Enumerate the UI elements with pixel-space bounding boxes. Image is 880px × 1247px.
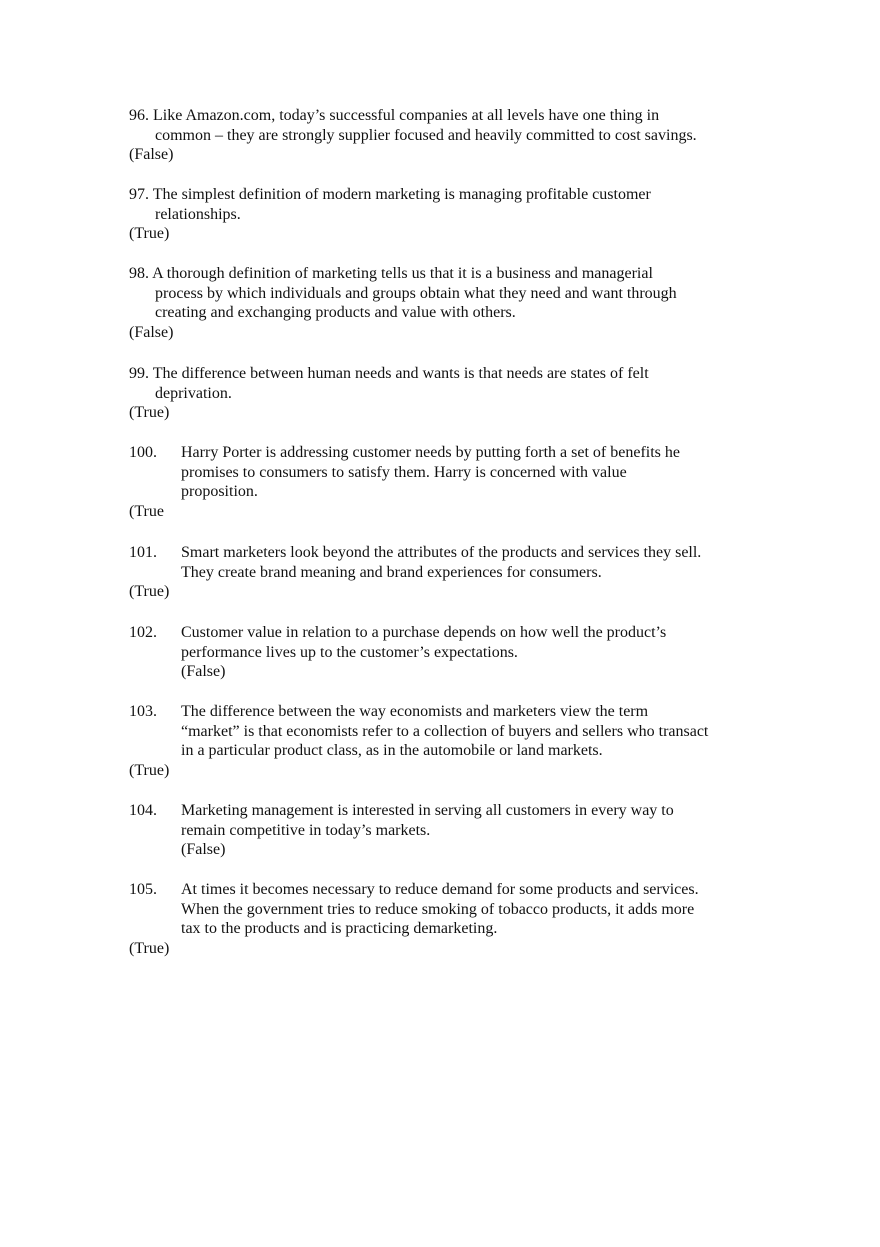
- question-text: promises to consumers to satisfy them. Harry is concerned with value: [181, 463, 627, 481]
- question-104: [129, 801, 769, 860]
- question-first-line: [129, 185, 769, 205]
- question-105: [129, 880, 769, 958]
- question-text: Customer value in relation to a purchase depends on how well the product’s: [181, 624, 667, 641]
- question-text: Smart marketers look beyond the attributes of the products and services they sell.: [181, 544, 702, 561]
- question-number: 105.: [129, 881, 157, 898]
- answer: (False): [129, 323, 174, 341]
- question-number: 102.: [129, 624, 157, 641]
- question-number: 99.: [129, 365, 149, 382]
- question-98: [129, 264, 769, 342]
- question-first-line: [129, 543, 769, 563]
- question-text: Like Amazon.com, today’s successful companies at all levels have one thing in: [153, 107, 660, 124]
- question-first-line: [129, 364, 769, 384]
- question-number: 103.: [129, 703, 157, 720]
- answer: (True: [129, 502, 164, 520]
- question-text: The simplest definition of modern marketing is managing profitable customer: [152, 186, 651, 203]
- answer: (True): [129, 761, 170, 779]
- question-first-line: [129, 801, 769, 821]
- question-first-line: [129, 880, 769, 900]
- question-text: A thorough definition of marketing tells us that it is a business and managerial: [152, 265, 653, 282]
- question-text: When the government tries to reduce smoking of tobacco products, it adds more: [181, 900, 695, 918]
- question-text: At times it becomes necessary to reduce demand for some products and services.: [181, 881, 699, 898]
- question-text: performance lives up to the customer’s expectations.: [181, 643, 518, 661]
- question-number: 100.: [129, 444, 157, 461]
- question-100: [129, 443, 769, 521]
- question-text: relationships.: [155, 205, 241, 223]
- answer: (True): [129, 225, 170, 242]
- question-first-line: [129, 264, 769, 284]
- question-first-line: [129, 443, 769, 463]
- question-96: [129, 106, 769, 165]
- question-text: process by which individuals and groups obtain what they need and want through: [155, 284, 677, 302]
- question-text: Harry Porter is addressing customer needs by putting forth a set of benefits he: [181, 444, 680, 461]
- question-text: The difference between the way economists and marketers view the term: [181, 703, 649, 720]
- question-number: 96.: [129, 107, 149, 124]
- question-103: [129, 702, 769, 780]
- question-102: [129, 623, 769, 682]
- answer: (True): [129, 404, 170, 421]
- question-text: The difference between human needs and wants is that needs are states of felt: [152, 365, 649, 382]
- question-number: 101.: [129, 544, 157, 561]
- question-first-line: [129, 106, 769, 126]
- question-text: Marketing management is interested in serving all customers in every way to: [181, 802, 674, 819]
- question-text: remain competitive in today’s markets.: [181, 821, 431, 839]
- answer: (False): [181, 841, 226, 858]
- question-text: tax to the products and is practicing demarketing.: [181, 920, 498, 937]
- question-97: [129, 185, 769, 244]
- question-text: creating and exchanging products and value with others.: [155, 304, 516, 321]
- answer: (True): [129, 583, 170, 600]
- question-101: [129, 543, 769, 602]
- question-number: 104.: [129, 802, 157, 819]
- question-text: in a particular product class, as in the automobile or land markets.: [181, 742, 603, 759]
- answer: (True): [129, 939, 170, 957]
- question-text: They create brand meaning and brand experiences for consumers.: [181, 563, 602, 581]
- question-text: “market” is that economists refer to a collection of buyers and sellers who transact: [181, 722, 709, 740]
- question-99: [129, 364, 769, 423]
- question-number: 98.: [129, 265, 149, 282]
- question-first-line: [129, 702, 769, 722]
- answer: (False): [129, 146, 174, 163]
- question-text: proposition.: [181, 483, 258, 500]
- question-number: 97.: [129, 186, 149, 203]
- answer: (False): [181, 663, 226, 680]
- question-first-line: [129, 623, 769, 643]
- question-text: deprivation.: [155, 384, 232, 402]
- question-text: common – they are strongly supplier focused and heavily committed to cost savings.: [155, 126, 697, 144]
